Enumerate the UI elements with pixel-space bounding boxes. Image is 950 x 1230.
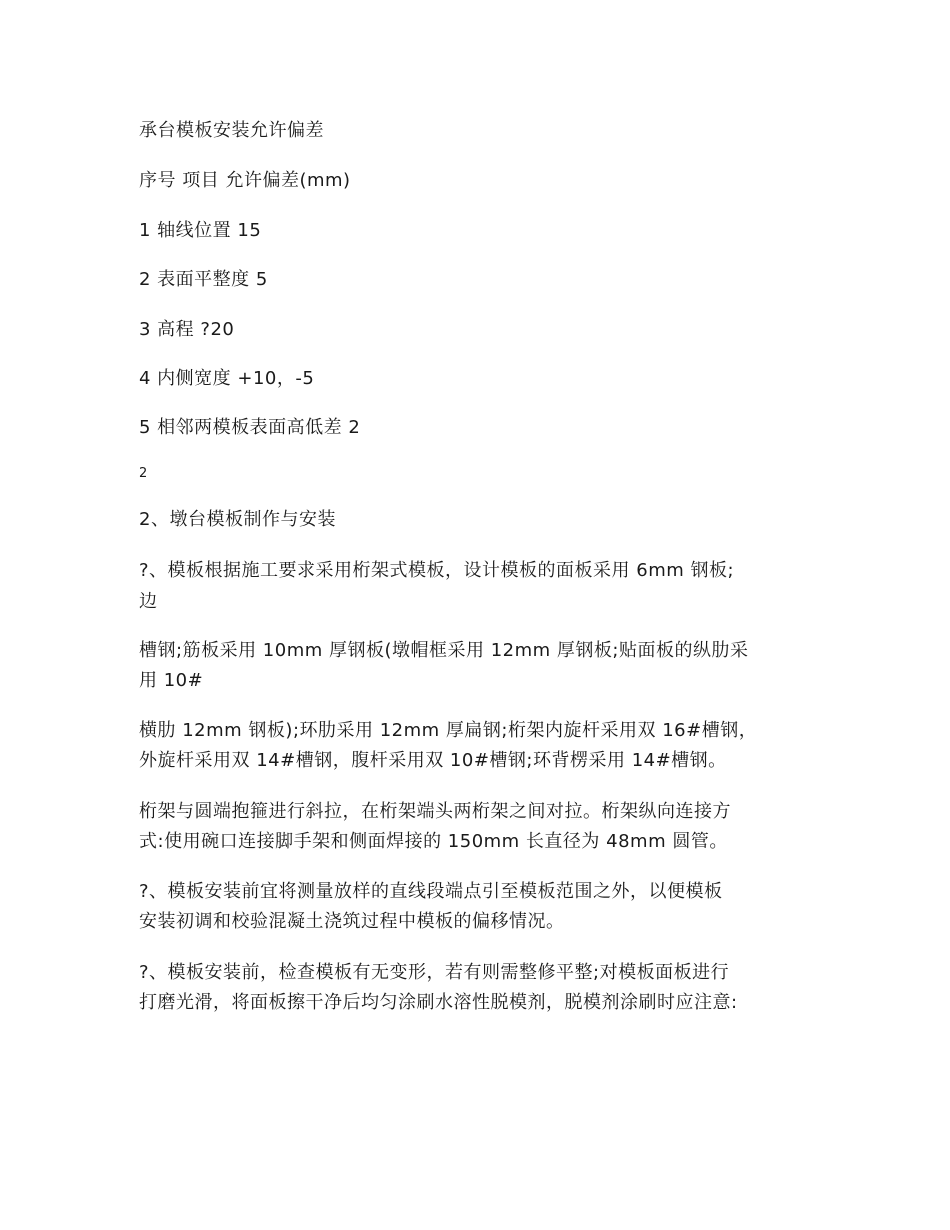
- paragraph-line: 用 10#: [139, 670, 204, 691]
- table-title: 承台模板安装允许偏差: [139, 120, 324, 141]
- paragraph-line: 槽钢;筋板采用 10mm 厚钢板(墩帽框采用 12mm 厚钢板;贴面板的纵肋采: [139, 640, 749, 661]
- table-row: 2 表面平整度 5: [139, 269, 268, 290]
- paragraph-line: 式:使用碗口连接脚手架和侧面焊接的 150mm 长直径为 48mm 圆管。: [139, 831, 728, 852]
- table-row: 5 相邻两模板表面高低差 2: [139, 417, 361, 438]
- table-header: 序号 项目 允许偏差(mm): [139, 170, 351, 191]
- paragraph-line: 打磨光滑，将面板擦干净后均匀涂刷水溶性脱模剂，脱模剂涂刷时应注意:: [139, 992, 738, 1013]
- page-number: 2: [139, 466, 148, 481]
- paragraph-line: ?、模板安装前，检查模板有无变形，若有则需整修平整;对模板面板进行: [139, 962, 730, 983]
- section-heading: 2、墩台模板制作与安装: [139, 509, 336, 530]
- paragraph-line: 桁架与圆端抱箍进行斜拉，在桁架端头两桁架之间对拉。桁架纵向连接方: [139, 801, 731, 822]
- table-row: 1 轴线位置 15: [139, 220, 262, 241]
- paragraph-line: 边: [139, 591, 158, 612]
- paragraph-line: 安装初调和校验混凝土浇筑过程中模板的偏移情况。: [139, 911, 565, 932]
- paragraph-line: ?、模板根据施工要求采用桁架式模板，设计模板的面板采用 6mm 钢板;: [139, 560, 735, 581]
- paragraph-line: 横肋 12mm 钢板);环肋采用 12mm 厚扁钢;桁架内旋杆采用双 16#槽钢，: [139, 720, 758, 741]
- paragraph-line: ?、模板安装前宜将测量放样的直线段端点引至模板范围之外，以便模板: [139, 881, 723, 902]
- table-row: 3 高程 ?20: [139, 319, 235, 340]
- paragraph-line: 外旋杆采用双 14#槽钢，腹杆采用双 10#槽钢;环背楞采用 14#槽钢。: [139, 750, 727, 771]
- table-row: 4 内侧宽度 +10，-5: [139, 368, 315, 389]
